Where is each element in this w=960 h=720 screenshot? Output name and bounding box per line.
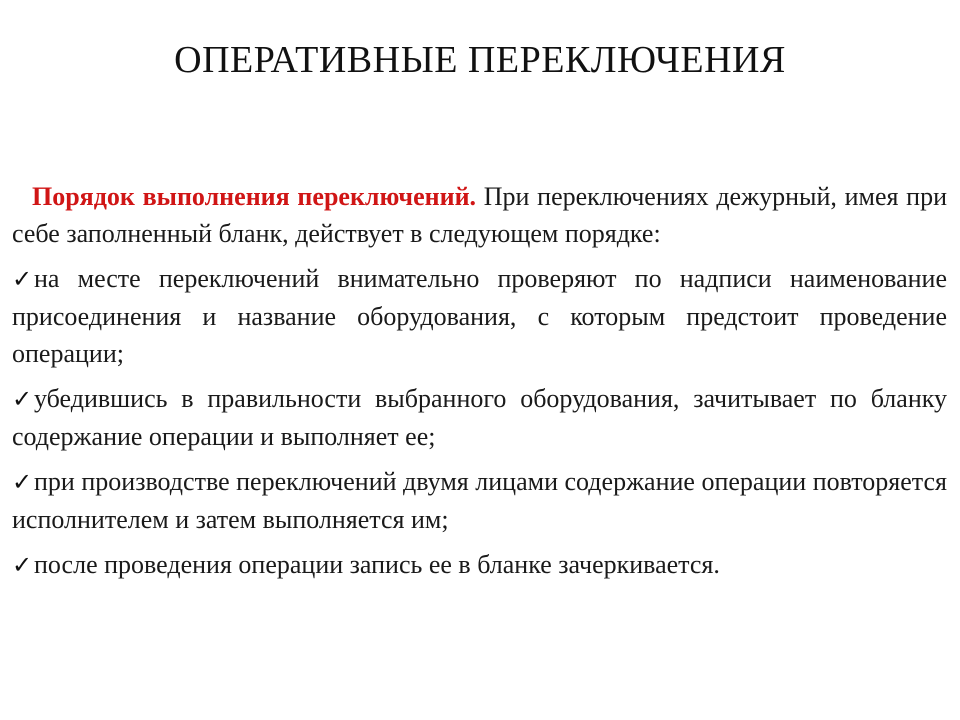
checkmark-icon: ✓ — [12, 468, 33, 496]
checkmark-icon: ✓ — [12, 265, 33, 293]
list-item — [12, 380, 947, 455]
slide-title: ОПЕРАТИВНЫЕ ПЕРЕКЛЮЧЕНИЯ — [174, 39, 786, 81]
list-item-text: после проведения операции запись ее в бланке зачеркивается. — [34, 550, 720, 579]
list-item-text: убедившись в правильности выбранного оборудования, зачитывает по бланку содержание операции и выполняет ее; — [12, 384, 947, 451]
list-item-text: при производстве переключений двумя лицами содержание операции повторяется исполнителем и затем выполняется им; — [12, 467, 947, 534]
list-item — [12, 463, 947, 538]
list-item — [12, 260, 947, 372]
intro-lead: Порядок выполнения переключений. — [32, 182, 477, 211]
checkmark-icon: ✓ — [12, 551, 33, 579]
list-item — [12, 546, 947, 584]
intro-paragraph — [12, 178, 947, 252]
checkmark-icon: ✓ — [12, 385, 33, 413]
list-item-text: на месте переключений внимательно проверяют по надписи наименование присоединения и название оборудования, с которым предстоит проведение операции; — [12, 264, 947, 368]
intro-text: При переключениях дежурный, имея при себе заполненный бланк, действует в следующем порядке: — [12, 182, 947, 248]
slide-content — [12, 178, 947, 592]
